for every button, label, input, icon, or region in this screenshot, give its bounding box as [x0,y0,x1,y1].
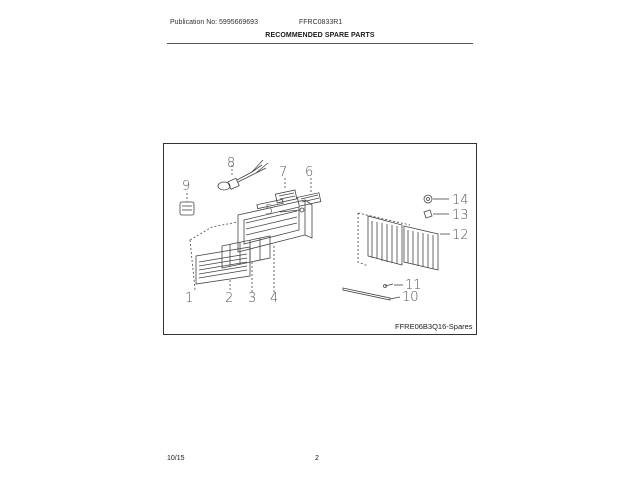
callout-14: 14 [452,193,469,208]
part-14-nut [424,195,449,203]
figure-caption: FFRE06B3Q16-Spares [395,322,473,331]
callout-13: 13 [452,208,469,223]
part-6-louver-set [297,178,320,206]
callout-2: 2 [225,291,234,306]
callout-8: 8 [227,156,236,171]
part-13-bracket [424,210,449,218]
callout-5: 5 [265,203,274,218]
page-number: 2 [315,455,319,462]
part-7-louver [275,178,296,203]
publication-number: Publication No: 5995669693 [170,19,258,26]
callout-4: 4 [270,291,279,306]
part-4-front-panel [238,200,312,292]
part-2-grille [196,247,250,292]
part-11-screw [384,284,404,288]
callout-3: 3 [248,291,257,306]
callout-9: 9 [182,179,191,194]
callout-11: 11 [405,278,422,293]
callout-10: 10 [402,290,419,305]
callout-7: 7 [279,165,288,180]
part-9-knob [180,193,194,215]
callout-12: 12 [452,228,469,243]
model-number: FFRC0833R1 [299,19,343,26]
page-title: RECOMMENDED SPARE PARTS [265,32,375,39]
part-3-filter [222,236,270,292]
part-10-rail [343,288,400,300]
footer-date: 10/15 [167,455,185,462]
part-12-side-panels [358,213,450,270]
callout-1: 1 [185,291,194,306]
callout-6: 6 [305,165,314,180]
part-8-power-cord [218,160,268,190]
